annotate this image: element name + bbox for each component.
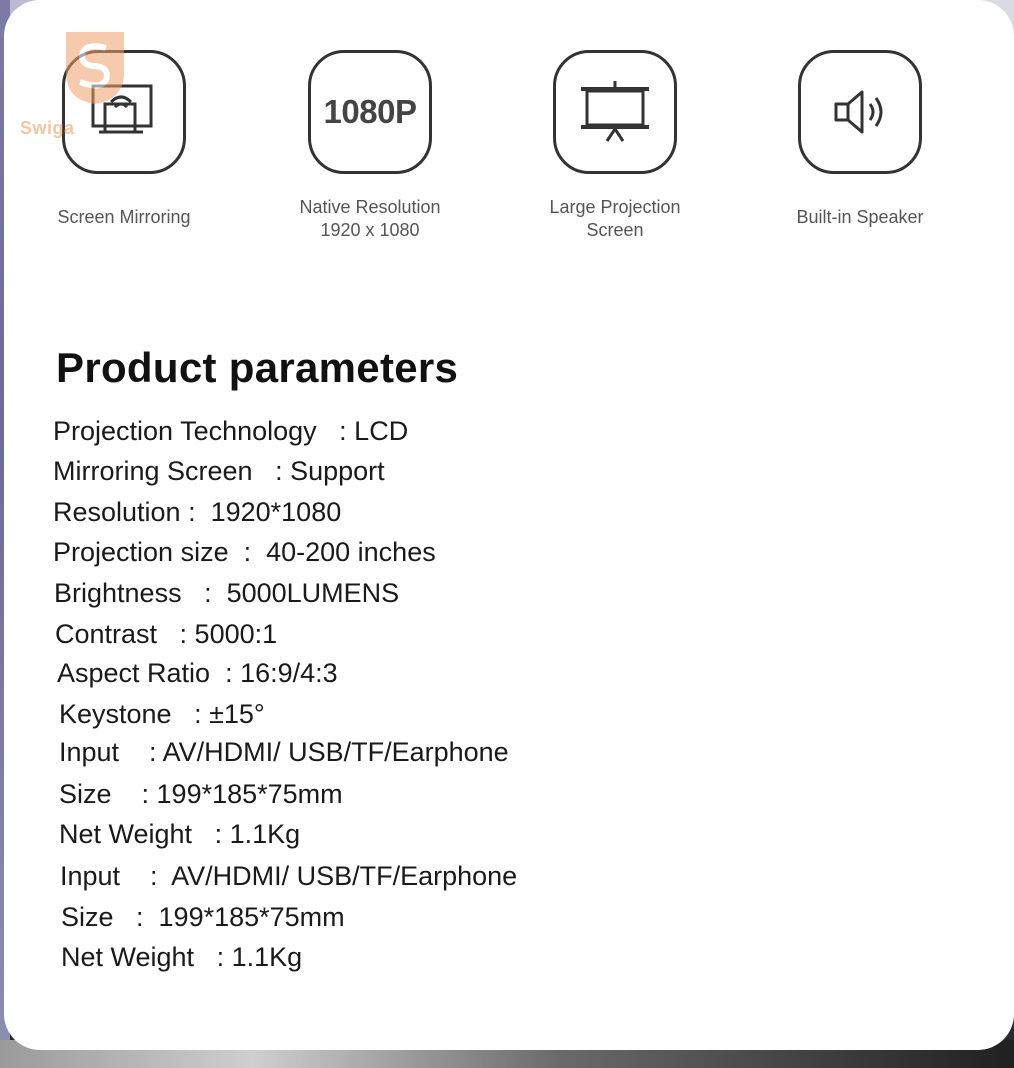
parameter-item: Projection Technology : LCD bbox=[53, 416, 409, 446]
feature-label-line1: Large Projection bbox=[549, 197, 681, 217]
feature-large-projection bbox=[515, 50, 715, 240]
product-card bbox=[4, 0, 1014, 1050]
parameter-item: Net Weight : 1.1Kg bbox=[59, 819, 301, 849]
parameter-item: Mirroring Screen : Support bbox=[53, 456, 385, 486]
parameter-item: Resolution : 1920*1080 bbox=[53, 497, 342, 527]
parameter-item: Contrast : 5000:1 bbox=[55, 619, 278, 649]
feature-label-line1: Native Resolution bbox=[299, 197, 441, 217]
parameter-item: Input : AV/HDMI/ USB/TF/Earphone bbox=[60, 861, 518, 891]
feature-icon-box bbox=[553, 50, 677, 174]
feature-label-line2: Screen bbox=[586, 220, 644, 240]
feature-icon-box bbox=[308, 50, 432, 174]
speaker-icon bbox=[828, 82, 892, 142]
parameter-item: Size : 199*185*75mm bbox=[61, 902, 345, 932]
parameter-item: Brightness : 5000LUMENS bbox=[54, 578, 400, 608]
parameter-item: Keystone : ±15° bbox=[59, 699, 265, 729]
resolution-1080p-icon: 1080P bbox=[323, 93, 417, 130]
watermark-logo-icon bbox=[60, 26, 130, 106]
parameter-item: Net Weight : 1.1Kg bbox=[61, 942, 303, 972]
parameter-item: Input : AV/HDMI/ USB/TF/Earphone bbox=[59, 737, 509, 767]
feature-native-resolution bbox=[270, 50, 470, 240]
parameter-item: Size : 199*185*75mm bbox=[59, 779, 343, 809]
parameter-item: Aspect Ratio : 16:9/4:3 bbox=[57, 658, 338, 688]
feature-built-in-speaker bbox=[760, 50, 960, 227]
feature-icon-box bbox=[798, 50, 922, 174]
page-title: Product parameters bbox=[56, 344, 459, 391]
projection-screen-icon bbox=[575, 77, 655, 147]
watermark-text: Swiga bbox=[20, 118, 75, 138]
feature-label-line2: 1920 x 1080 bbox=[320, 220, 420, 240]
parameter-item: Projection size : 40-200 inches bbox=[53, 537, 436, 567]
feature-label: Screen Mirroring bbox=[57, 207, 191, 227]
feature-label: Built-in Speaker bbox=[796, 207, 924, 227]
